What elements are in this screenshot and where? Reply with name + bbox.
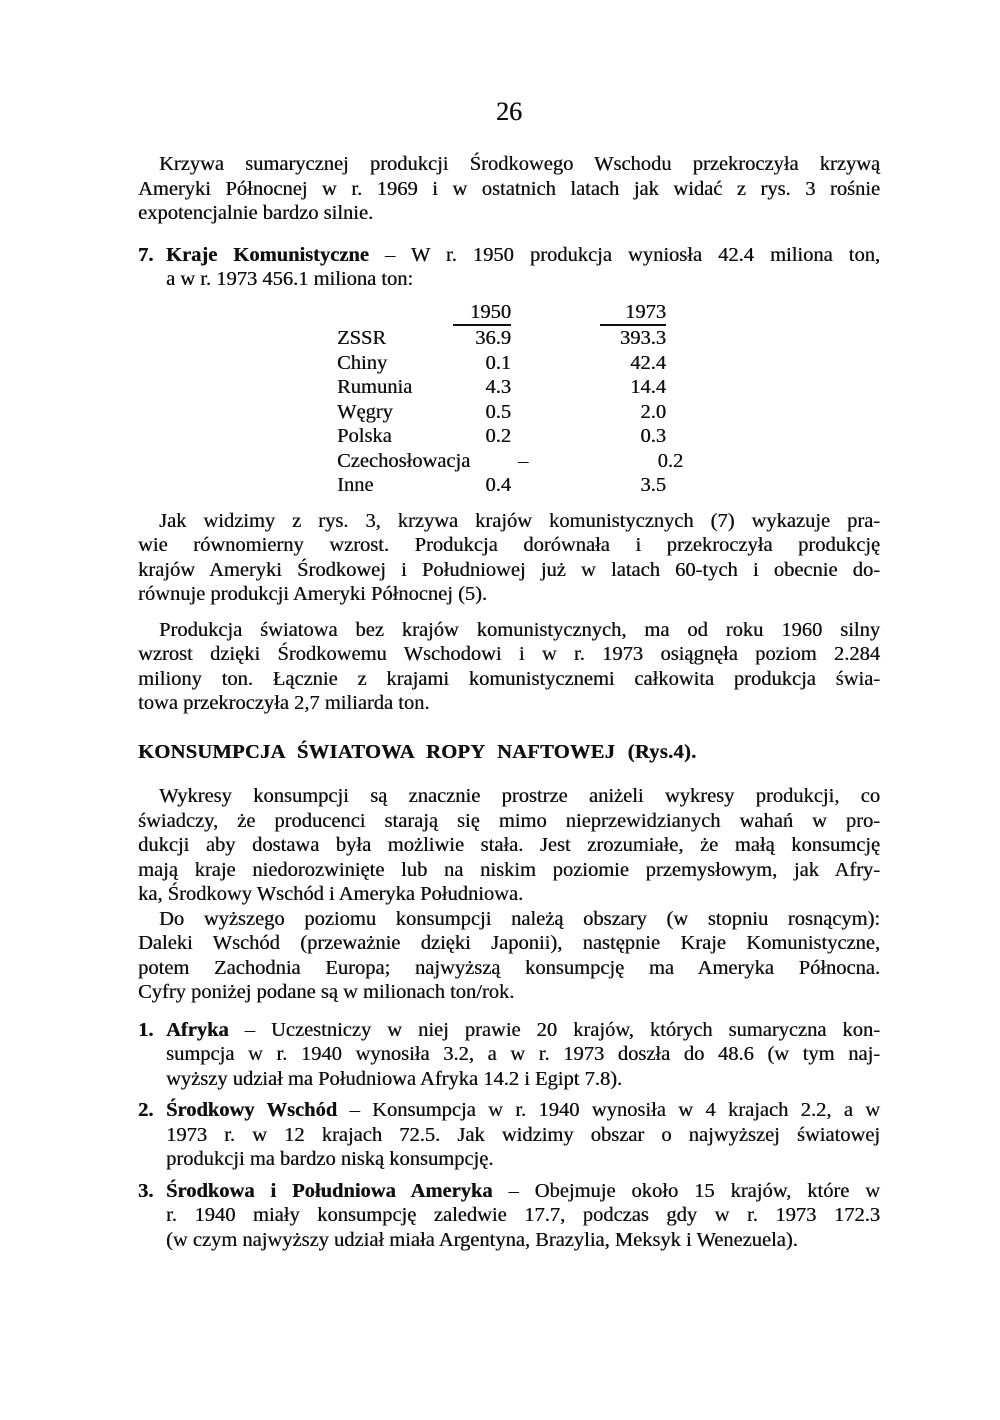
section-heading: KONSUMPCJA ŚWIATOWA ROPY NAFTOWEJ (Rys.4).	[138, 740, 697, 763]
text-line: Krzywa sumarycznej produkcji Środkowego Wschodu przekroczyła krzywą	[159, 153, 880, 175]
list-item-africa	[138, 1018, 880, 1092]
text-column	[138, 0, 880, 1252]
table-row	[337, 449, 880, 474]
row-label: Węgry	[337, 400, 393, 423]
table-column-gap	[511, 300, 600, 327]
production-table	[337, 300, 880, 498]
row-label: Czechosłowacja	[337, 449, 471, 472]
table-row	[337, 424, 880, 449]
list-item-middle-east	[138, 1098, 880, 1172]
text-line	[166, 1098, 880, 1123]
bold-text: Środkowy Wschód	[166, 1099, 338, 1121]
text-line: r. 1940 miały konsumpcję zaledwie 17.7, podczas gdy w r. 1973 172.3	[166, 1204, 880, 1226]
column-gap	[528, 449, 617, 474]
text-line: expotencjalnie bardzo silnie.	[138, 202, 374, 224]
text-line: Produkcja światowa bez krajów komunistycznych, ma od roku 1960 silny	[159, 618, 880, 641]
table-row	[337, 326, 880, 351]
text-line: krajów Ameryki Środkowej i Południowej już w latach 60-tych i obecnie do-	[138, 558, 880, 581]
value-1950: 0.1	[485, 351, 511, 374]
text-line: a w r. 1973 456.1 miliona ton:	[166, 268, 414, 290]
text-line: dukcji aby dostawa była możliwie stała. Jest zrozumiałe, że małą konsumcję	[138, 834, 880, 856]
row-label: Chiny	[337, 351, 388, 374]
value-1973: 0.3	[640, 425, 666, 447]
plain-text: – W r. 1950 produkcja wyniosła 42.4 miliona ton,	[368, 243, 881, 266]
item-number: 2.	[138, 1099, 154, 1121]
item-body	[166, 1018, 880, 1092]
table-header-1950: 1950	[453, 300, 511, 327]
table-row	[337, 351, 880, 376]
text-line: potem Zachodnia Europa; najwyższą konsumpcję ma Ameryka Północna.	[138, 956, 880, 979]
plain-text: – Obejmuje około 15 krajów, które w	[492, 1179, 880, 1202]
column-gap	[511, 400, 600, 425]
column-gap	[511, 351, 600, 376]
value-1973: 0.2	[657, 449, 684, 472]
text-line: ka, Środkowy Wschód i Ameryka Południowa.	[138, 883, 524, 905]
text-line: towa przekroczyła 2,7 miliarda ton.	[138, 692, 430, 714]
list-item-central-south-america	[138, 1179, 880, 1253]
text-line: Daleki Wschód (przeważnie dzięki Japonii), następnie Kraje Komunistyczne,	[138, 932, 880, 954]
column-gap	[511, 326, 600, 351]
table-row	[337, 473, 880, 498]
column-gap	[511, 424, 600, 449]
text-line	[166, 243, 880, 268]
plain-text: – Konsumpcja w r. 1940 wynosiła w 4 krajach 2.2, a w	[337, 1099, 880, 1121]
table-header-row	[337, 300, 880, 327]
text-line: świadczy, że producenci starają się mimo nieprzewidzianych wahań w pro-	[138, 809, 880, 832]
page-number: 26	[496, 97, 522, 126]
text-line	[166, 1018, 880, 1043]
text-line: sumpcja w r. 1940 wynosiła 3.2, a w r. 1973 doszła do 48.6 (w tym naj-	[166, 1043, 880, 1065]
value-1973: 2.0	[640, 400, 666, 423]
paragraph-rys3	[138, 509, 880, 607]
text-line: wyższy udział ma Południowa Afryka 14.2 i Egipt 7.8).	[166, 1067, 623, 1090]
column-gap	[511, 473, 600, 498]
paragraph-consumption-levels	[138, 907, 880, 1005]
paragraph-consumption	[138, 784, 880, 907]
value-1973: 14.4	[630, 376, 666, 398]
value-1973: 42.4	[630, 351, 666, 374]
bold-text: Środkowa i Południowa Ameryka	[166, 1179, 493, 1202]
item-body	[166, 243, 880, 292]
item-number: 7.	[138, 243, 154, 266]
value-1950: 0.4	[485, 474, 511, 496]
text-line: Ameryki Północnej w r. 1969 i w ostatnich latach jak widać z rys. 3 rośnie	[138, 177, 880, 200]
paragraph-world-production	[138, 618, 880, 716]
text-line: miliony ton. Łącznie z krajami komunistycznemi całkowita produkcja świa-	[138, 667, 880, 690]
value-1950: 4.3	[485, 376, 511, 398]
text-line: Wykresy konsumpcji są znacznie prostrze aniżeli wykresy produkcji, co	[159, 785, 880, 807]
numbered-item-7	[138, 243, 880, 292]
column-gap	[511, 375, 600, 400]
value-1973: 393.3	[619, 327, 666, 349]
table-header-1973: 1973	[600, 300, 666, 327]
text-line: (w czym najwyższy udział miała Argentyna, Brazylia, Meksyk i Wenezuela).	[166, 1228, 798, 1251]
text-line: wzrost dzięki Środkowemu Wschodowi i w r. 1973 osiągnęła poziom 2.284	[138, 643, 880, 665]
item-number: 3.	[138, 1179, 154, 1202]
text-line: Do wyższego poziomu konsumpcji należą obszary (w stopniu rosnącym):	[159, 907, 880, 930]
value-1973: 3.5	[640, 474, 666, 496]
text-line: produkcji ma bardzo niską konsumpcję.	[166, 1148, 494, 1170]
intro-paragraph	[138, 152, 880, 226]
item-body	[166, 1098, 880, 1172]
table-body	[337, 326, 880, 498]
table-row	[337, 400, 880, 425]
value-1950: 36.9	[475, 327, 511, 349]
row-label: ZSSR	[337, 327, 386, 349]
text-line: wie równomierny wzrost. Produkcja dorównała i przekroczyła produkcję	[138, 534, 880, 556]
text-line: Jak widzimy z rys. 3, krzywa krajów komunistycznych (7) wykazuje pra-	[159, 509, 880, 532]
text-line: Cyfry poniżej podane są w milionach ton/rok.	[138, 981, 515, 1003]
plain-text: – Uczestniczy w niej prawie 20 krajów, których sumaryczna kon-	[228, 1018, 880, 1041]
bold-text: Kraje Komunistyczne	[166, 243, 369, 266]
row-label: Polska	[337, 425, 392, 447]
item-number: 1.	[138, 1018, 154, 1041]
value-1950: 0.5	[485, 400, 511, 423]
text-line: mają kraje niedorozwinięte lub na niskim poziomie przemysłowym, jak Afry-	[138, 858, 880, 881]
table-row	[337, 375, 880, 400]
consumption-list	[138, 1018, 880, 1253]
text-line	[166, 1179, 880, 1204]
bold-text: Afryka	[166, 1018, 229, 1041]
value-1950: –	[517, 449, 529, 472]
row-label: Rumunia	[337, 376, 413, 398]
text-line: 1973 r. w 12 krajach 72.5. Jak widzimy obszar o najwyższej światowej	[166, 1123, 880, 1146]
row-label: Inne	[337, 474, 374, 496]
item-body	[166, 1179, 880, 1253]
text-line: równuje produkcji Ameryki Północnej (5).	[138, 583, 488, 605]
value-1950: 0.2	[485, 425, 511, 447]
table-header-spacer	[337, 300, 453, 327]
